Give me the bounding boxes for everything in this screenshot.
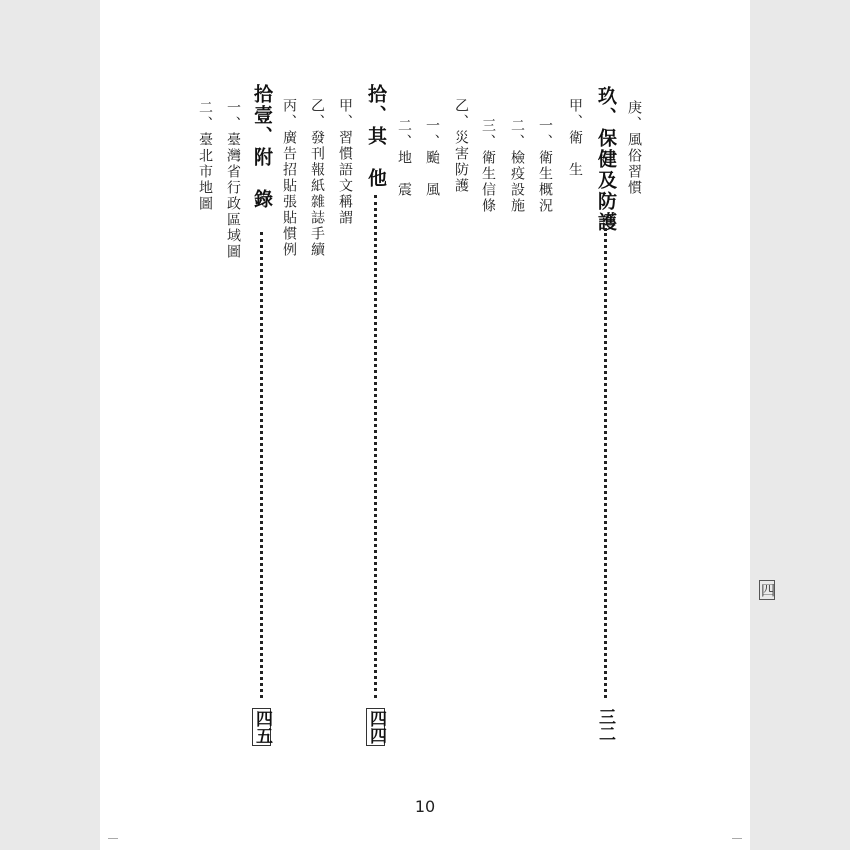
toc-page-number: 四五 [252, 710, 272, 744]
toc-entry-poster-practices: 丙、廣告招貼張貼慣例 [281, 98, 297, 258]
crop-mark [108, 838, 118, 839]
toc-entry-customs: 庚、風俗習慣 [626, 100, 642, 196]
toc-entry-hygiene-status: 一、衛生概況 [537, 118, 553, 214]
toc-heading-health-protection: 玖、保健及防護 [595, 86, 617, 233]
toc-page-number: 三二 [595, 708, 615, 742]
toc-leader-dots [374, 195, 377, 698]
toc-entry-hygiene: 甲、衛 生 [567, 98, 583, 178]
toc-leader-dots [260, 232, 263, 698]
toc-entry-disaster-protection: 乙、災害防護 [453, 98, 469, 194]
toc-entry-hygiene-creed: 三、衛生信條 [480, 118, 496, 214]
page-number-footer: 10 [414, 797, 436, 816]
toc-entry-taipei-map: 二、臺北市地圖 [197, 100, 213, 212]
toc-entry-publishing-procedures: 乙、發刊報紙雜誌手續 [309, 98, 325, 258]
side-page-number: 四 [759, 580, 775, 600]
toc-heading-appendix: 拾壹、附 錄 [251, 84, 273, 210]
toc-entry-typhoon: 一、颱 風 [424, 118, 440, 198]
toc-heading-others: 拾、其 他 [365, 84, 387, 189]
toc-entry-quarantine: 二、檢疫設施 [509, 118, 525, 214]
document-page [100, 0, 775, 850]
toc-entry-earthquake: 二、地 震 [396, 118, 412, 198]
toc-page-number: 四四 [366, 710, 386, 744]
toc-leader-dots [604, 228, 607, 698]
toc-entry-admin-map: 一、臺灣省行政區域圖 [225, 100, 241, 260]
crop-mark [732, 838, 742, 839]
toc-entry-customary-language: 甲、習慣語文稱謂 [337, 98, 353, 226]
